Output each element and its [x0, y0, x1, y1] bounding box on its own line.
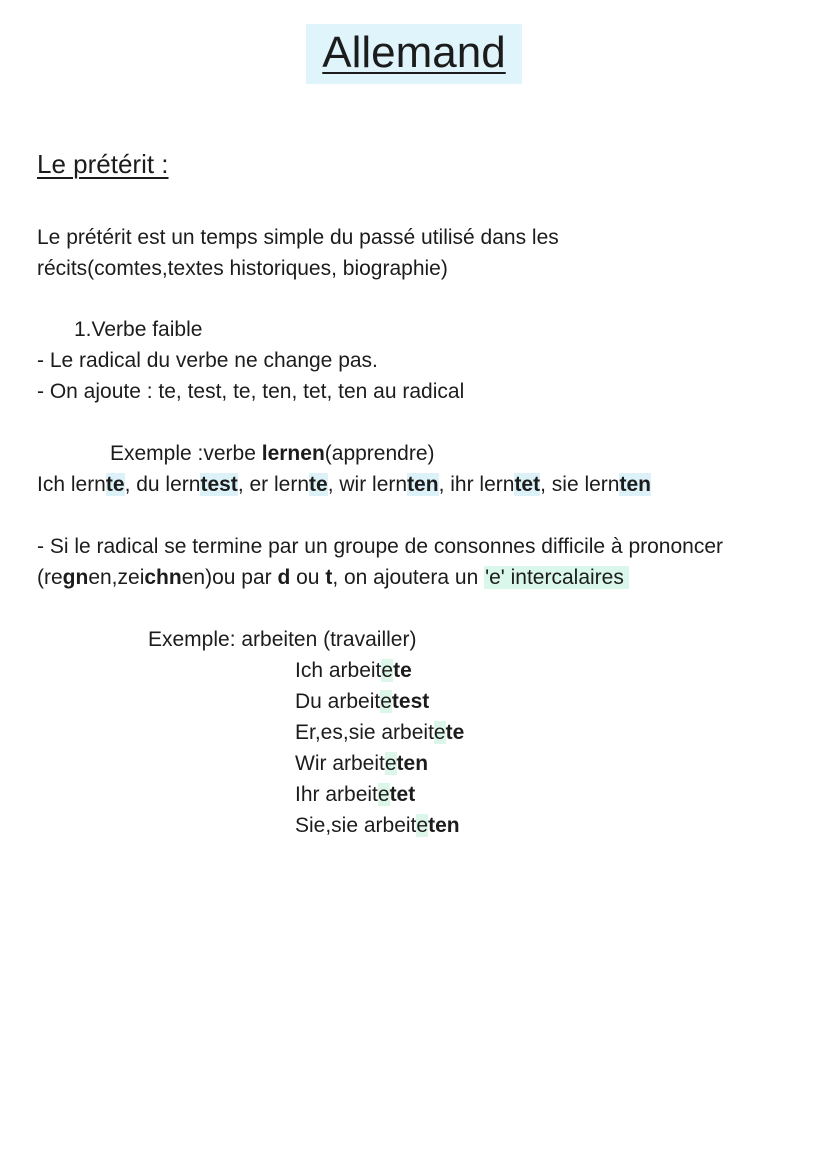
- row-ending: ten: [396, 752, 429, 775]
- conj-sep: ,: [438, 473, 451, 496]
- rule-line-1: - Le radical du verbe ne change pas.: [37, 349, 378, 372]
- example-2-row: [295, 780, 415, 810]
- conj-stem: wir lern: [339, 473, 408, 496]
- example-label-text: Exemple :verbe: [110, 442, 262, 465]
- conj-stem: du lern: [136, 473, 201, 496]
- example-2-row: [295, 749, 428, 779]
- rule3-bold: t: [325, 566, 333, 589]
- page-title: Allemand: [322, 28, 506, 77]
- row-intercalary-e: e: [384, 752, 397, 775]
- rule3-text: (re: [37, 566, 63, 589]
- conj-ending: ten: [619, 473, 651, 496]
- row-intercalary-e: e: [377, 783, 390, 806]
- example-gloss: (apprendre): [324, 442, 435, 465]
- rule3-text: en,zei: [88, 566, 145, 589]
- conj-stem: sie lern: [551, 473, 620, 496]
- rule-3-line-1: - Si le radical se termine par un groupe de consonnes difficile à prononcer: [37, 535, 724, 558]
- example-2-row: [295, 718, 464, 748]
- row-ending: te: [445, 721, 465, 744]
- conj-ending: ten: [407, 473, 439, 496]
- example-2-row: [295, 811, 460, 841]
- conj-ending: te: [105, 473, 125, 496]
- conj-sep: ,: [540, 473, 552, 496]
- rule3-highlight: 'e' intercalaires: [484, 566, 629, 589]
- intro-line-2: récits(comtes,textes historiques, biographie): [37, 257, 448, 280]
- rule-line-2: - On ajoute : te, test, te, ten, tet, ten au radical: [37, 380, 465, 403]
- example-1-label: [110, 439, 435, 469]
- conj-sep: ,: [124, 473, 137, 496]
- row-ending: tet: [389, 783, 416, 806]
- row-stem: Ich arbeit: [295, 659, 382, 682]
- rule3-bold: gn: [62, 566, 89, 589]
- subsection-title: 1.Verbe faible: [74, 318, 203, 341]
- example-2-label: Exemple: arbeiten (travailler): [148, 628, 417, 651]
- conj-stem: er lern: [249, 473, 310, 496]
- intro-line-1: Le prétérit est un temps simple du passé utilisé dans les: [37, 226, 559, 249]
- row-stem: Wir arbeit: [295, 752, 385, 775]
- row-ending: te: [393, 659, 412, 682]
- rule3-bold: chn: [144, 566, 182, 589]
- rule-3-line-2: [37, 563, 629, 593]
- conj-sep: ,: [327, 473, 340, 496]
- section-heading: Le prétérit :: [37, 149, 169, 179]
- example-1-conjugation: [37, 470, 651, 500]
- row-intercalary-e: e: [416, 814, 429, 837]
- conj-stem: Ich lern: [37, 473, 106, 496]
- rule3-text: ou: [290, 566, 326, 589]
- row-ending: test: [391, 690, 430, 713]
- row-stem: Du arbeit: [295, 690, 381, 713]
- rule3-text: en)ou par: [181, 566, 278, 589]
- conj-ending: test: [200, 473, 238, 496]
- row-stem: Sie,sie arbeit: [295, 814, 417, 837]
- conj-ending: tet: [514, 473, 541, 496]
- rule3-text: , on ajoutera un: [332, 566, 485, 589]
- row-intercalary-e: e: [380, 690, 392, 713]
- conj-ending: te: [309, 473, 328, 496]
- example-verb: lernen: [261, 442, 325, 465]
- row-stem: Ihr arbeit: [295, 783, 378, 806]
- row-ending: ten: [428, 814, 460, 837]
- row-intercalary-e: e: [433, 721, 446, 744]
- example-2-row: [295, 687, 429, 717]
- row-stem: Er,es,sie arbeit: [295, 721, 434, 744]
- conj-sep: ,: [237, 473, 250, 496]
- row-intercalary-e: e: [381, 659, 394, 682]
- rule3-bold: d: [277, 566, 291, 589]
- conj-stem: ihr lern: [450, 473, 515, 496]
- example-2-row: [295, 656, 412, 686]
